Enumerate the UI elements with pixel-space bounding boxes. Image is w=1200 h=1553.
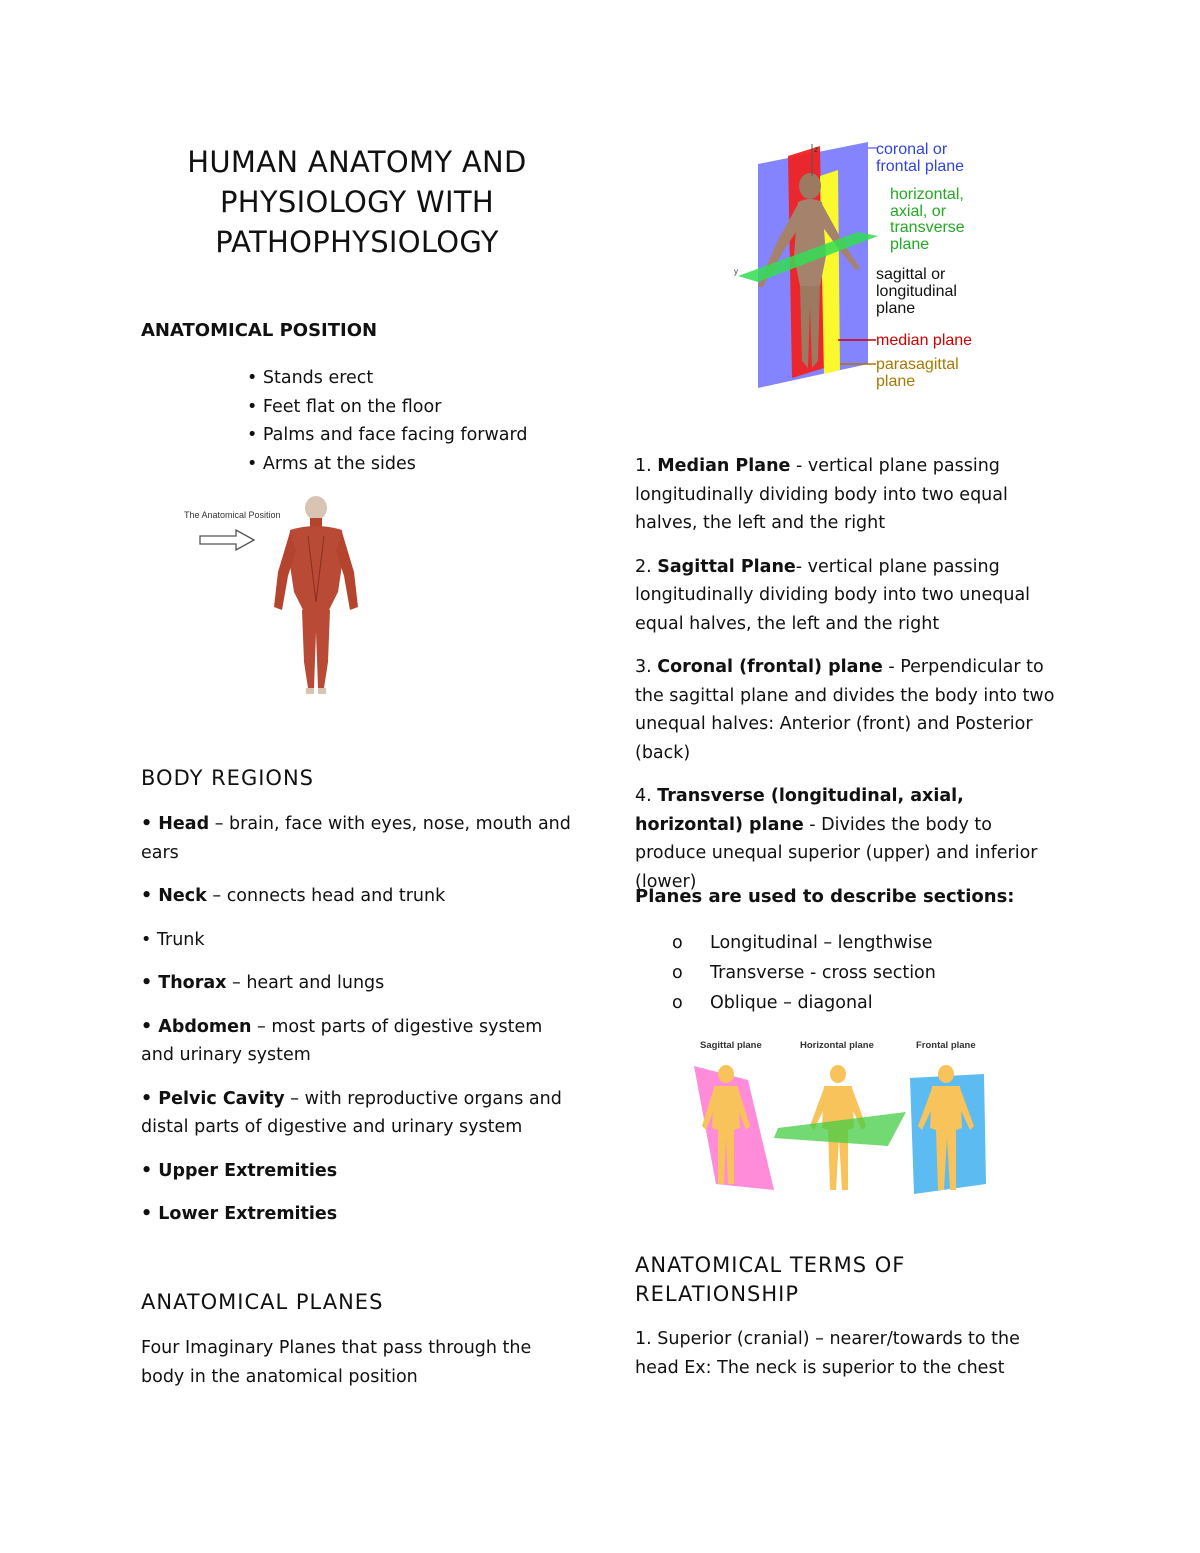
title-line-3: PATHOPHYSIOLOGY xyxy=(215,225,499,259)
sagittal-label-3: plane xyxy=(876,300,916,317)
sagittal-label-1: sagittal or xyxy=(876,266,946,283)
title-line-1: HUMAN ANATOMY AND xyxy=(187,145,527,179)
median-label: median plane xyxy=(876,332,973,349)
region-desc: – brain, face with eyes, nose, mouth and ears xyxy=(141,814,571,863)
list-marker: o xyxy=(672,993,683,1013)
sections-list xyxy=(672,928,936,1018)
region-desc: – with reproductive organs and distal parts of digestive and urinary system xyxy=(141,1088,562,1137)
relationship-heading-line-1: ANATOMICAL TERMS OF xyxy=(635,1253,906,1277)
y-axis-label: y xyxy=(734,267,738,276)
title-line-2: PHYSIOLOGY WITH xyxy=(220,185,494,219)
list-item: • Stands erect xyxy=(247,368,374,388)
muscle-figure xyxy=(274,496,358,694)
plane-desc: - Perpendicular to the sagittal plane and divides the body into two unequal halves: Anterior (front) and Posterior (back) xyxy=(635,657,1055,763)
item-number: 4. xyxy=(635,786,658,806)
list-item xyxy=(672,928,936,958)
horizontal-plane-label: Horizontal plane xyxy=(800,1040,874,1051)
plane-term: Coronal (frontal) plane xyxy=(657,657,883,677)
region-term: • Thorax xyxy=(141,973,227,993)
anatomical-planes-heading: ANATOMICAL PLANES xyxy=(141,1290,384,1314)
figure-caption: The Anatomical Position xyxy=(184,510,281,520)
list-item xyxy=(141,810,571,867)
document-title xyxy=(140,142,574,262)
region-desc: – heart and lungs xyxy=(226,973,385,993)
parasagittal-label-2: plane xyxy=(876,373,916,390)
plane-term: Sagittal Plane xyxy=(657,556,796,577)
region-desc: • Trunk xyxy=(141,929,205,950)
body-regions-list xyxy=(141,810,571,1244)
region-term: • Neck xyxy=(141,886,207,906)
relationship-heading xyxy=(635,1251,905,1309)
sections-heading: Planes are used to describe sections: xyxy=(635,886,1015,907)
list-item xyxy=(141,1200,571,1229)
plane-desc: - Divides the body to produce unequal superior (upper) and inferior (lower) xyxy=(635,814,1038,892)
relationship-heading-line-2: RELATIONSHIP xyxy=(635,1282,800,1306)
item-number: 3. xyxy=(635,657,658,677)
horizontal-label-2: axial, or xyxy=(890,203,947,220)
item-number: 1. xyxy=(635,456,658,476)
plane-term: Median Plane xyxy=(657,456,791,476)
list-item: • Palms and face facing forward xyxy=(247,425,528,446)
region-term: • Upper Extremities xyxy=(141,1160,338,1181)
planes-diagram xyxy=(728,136,978,396)
region-term: • Lower Extremities xyxy=(141,1204,338,1224)
region-desc: – most parts of digestive system and urinary system xyxy=(141,1016,543,1065)
section-text: Oblique – diagonal xyxy=(710,993,873,1013)
region-term: • Head xyxy=(141,814,210,834)
list-marker: o xyxy=(672,963,683,983)
horizontal-label-1: horizontal, xyxy=(890,186,964,203)
plane-desc: - vertical plane passing longitudinally dividing body into two unequal equal halves, the left and the right xyxy=(635,556,1031,634)
list-marker: o xyxy=(672,933,683,953)
plane-term: Transverse (longitudinal, axial, horizontal) plane xyxy=(635,786,964,835)
plane-definitions xyxy=(635,452,1065,911)
list-item xyxy=(635,782,1065,896)
section-text: Longitudinal – lengthwise xyxy=(710,933,933,953)
region-term: • Pelvic Cavity xyxy=(141,1088,285,1109)
frontal-plane-label: Frontal plane xyxy=(916,1040,976,1051)
list-item xyxy=(672,988,936,1018)
list-item: • Arms at the sides xyxy=(247,454,416,475)
relationship-item-1: 1. Superior (cranial) – nearer/towards to the head Ex: The neck is superior to the chest xyxy=(635,1329,1020,1378)
list-item xyxy=(141,1013,571,1070)
section-text: Transverse - cross section xyxy=(710,963,936,983)
list-item xyxy=(141,1085,571,1142)
sagittal-label-2: longitudinal xyxy=(876,283,957,300)
sagittal-plane-label: Sagittal plane xyxy=(700,1040,762,1051)
item-number: 2. xyxy=(635,556,658,577)
list-item: • Feet flat on the floor xyxy=(247,396,442,417)
list-item xyxy=(672,958,936,988)
anatomical-planes-intro: Four Imaginary Planes that pass through the body in the anatomical position xyxy=(141,1338,532,1387)
list-item xyxy=(141,1157,571,1186)
anatomical-position-list xyxy=(247,364,528,479)
list-item xyxy=(141,926,571,955)
list-item xyxy=(635,553,1065,639)
z-axis-label: z xyxy=(814,145,818,154)
coronal-label-1: coronal or xyxy=(876,141,948,158)
anatomical-position-heading: ANATOMICAL POSITION xyxy=(141,320,378,341)
region-term: • Abdomen xyxy=(141,1016,252,1037)
horizontal-label-4: plane xyxy=(890,236,930,253)
horizontal-label-3: transverse xyxy=(890,219,965,236)
list-item xyxy=(141,969,571,998)
list-item xyxy=(635,653,1065,767)
coronal-label-2: frontal plane xyxy=(876,158,965,175)
body-regions-heading: BODY REGIONS xyxy=(141,766,314,790)
region-desc: – connects head and trunk xyxy=(206,886,446,906)
parasagittal-label-1: parasagittal xyxy=(876,356,959,373)
plane-desc: - vertical plane passing longitudinally dividing body into two equal halves, the left and the right xyxy=(635,456,1008,533)
three-planes-figure xyxy=(688,1034,998,1214)
list-item xyxy=(141,882,571,911)
list-item xyxy=(635,452,1065,538)
anatomical-position-figure xyxy=(178,492,378,712)
arrow-icon xyxy=(200,530,254,550)
